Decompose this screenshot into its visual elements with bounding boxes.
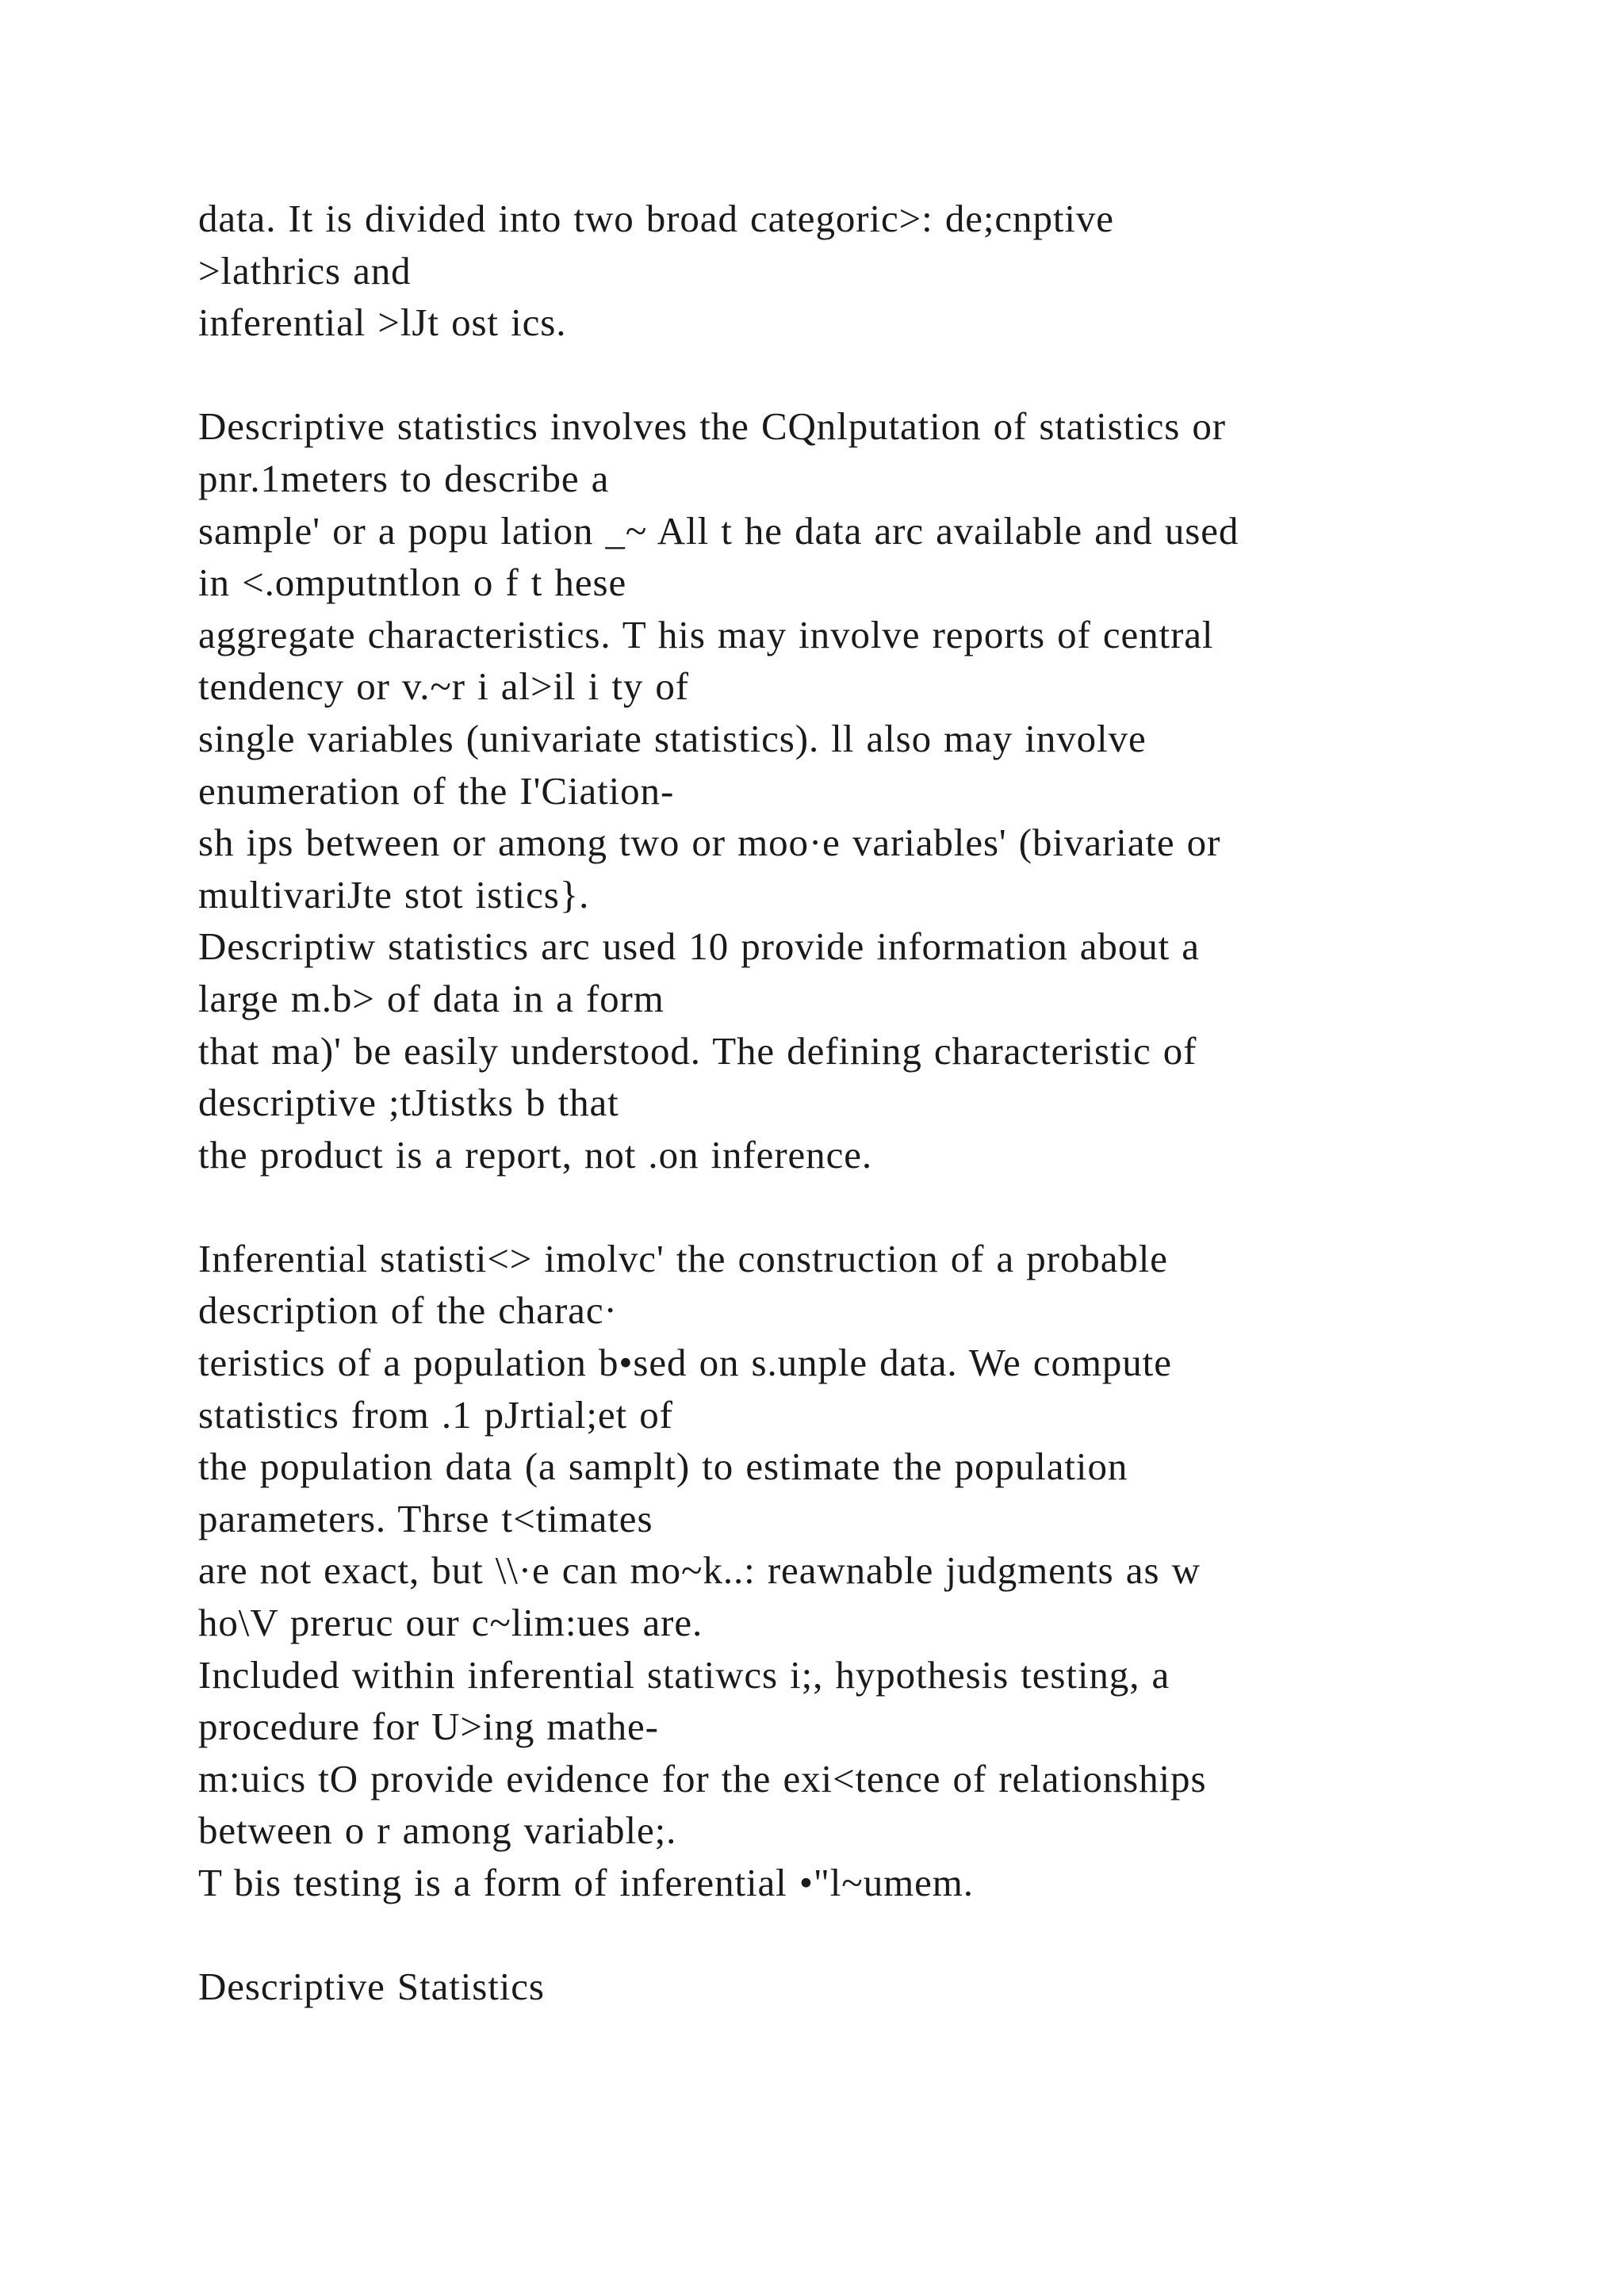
text-line: parameters. Thrse t<timates bbox=[198, 1496, 653, 1540]
text-line: between o r among variable;. bbox=[198, 1808, 677, 1853]
text-line: sample' or a popu lation _~ All t he data arc available and used bbox=[198, 508, 1239, 553]
text-line: the product is a report, not .on inference. bbox=[198, 1132, 873, 1177]
text-line: descriptive ;tJtistks b that bbox=[198, 1081, 619, 1125]
text-line: description of the charac· bbox=[198, 1288, 618, 1333]
text-line: enumeration of the I'Ciation- bbox=[198, 768, 675, 813]
text-line: Descriptive statistics involves the CQnlputation of statistics or bbox=[198, 404, 1226, 449]
text-line: the population data (a samplt) to estimate the population bbox=[198, 1445, 1128, 1489]
paragraph-spacer bbox=[198, 349, 1546, 401]
text-line: are not exact, but \\·e can mo~k..: reawnable judgments as w bbox=[198, 1548, 1201, 1593]
text-line: >lathrics and bbox=[198, 248, 412, 293]
section-heading: Descriptive Statistics bbox=[198, 1965, 545, 2009]
text-line: procedure for U>ing mathe- bbox=[198, 1705, 659, 1749]
text-line: in <.omputntlon o f t hese bbox=[198, 561, 627, 605]
text-line: m:uics tO provide evidence for the exi<tence of relationships bbox=[198, 1756, 1207, 1800]
text-line: pnr.1meters to describe a bbox=[198, 456, 610, 500]
text-line: large m.b> of data in a form bbox=[198, 976, 665, 1020]
text-line: teristics of a population b•sed on s.unple data. We compute bbox=[198, 1341, 1172, 1385]
paragraph-spacer bbox=[198, 1909, 1546, 1961]
text-line: inferential >lJt ost ics. bbox=[198, 300, 567, 345]
text-line: data. It is divided into two broad categoric>: de;cnptive bbox=[198, 197, 1114, 240]
text-line: Descriptiw statistics arc used 10 provide information about a bbox=[198, 924, 1200, 969]
paragraph-spacer bbox=[198, 1181, 1546, 1233]
document-body bbox=[198, 193, 1546, 2013]
text-line: ho\V preruc our c~lim:ues are. bbox=[198, 1601, 703, 1645]
text-line: that ma)' be easily understood. The defining characteristic of bbox=[198, 1028, 1197, 1073]
text-line: T bis testing is a form of inferential •"l~umem. bbox=[198, 1861, 974, 1904]
text-line: tendency or v.~r i al>il i ty of bbox=[198, 664, 690, 709]
text-line: multivariJte stot istics}. bbox=[198, 872, 590, 916]
text-line: statistics from .1 pJrtial;et of bbox=[198, 1392, 673, 1437]
text-line: Inferential statisti<> imolvc' the construction of a probable bbox=[198, 1236, 1168, 1280]
text-line: single variables (univariate statistics). ll also may involve bbox=[198, 716, 1147, 760]
text-line: sh ips between or among two or moo·e variables' (bivariate or bbox=[198, 821, 1221, 865]
text-line: aggregate characteristics. T his may involve reports of central bbox=[198, 612, 1214, 656]
text-line: Included within inferential statiwcs i;, hypothesis testing, a bbox=[198, 1652, 1170, 1697]
